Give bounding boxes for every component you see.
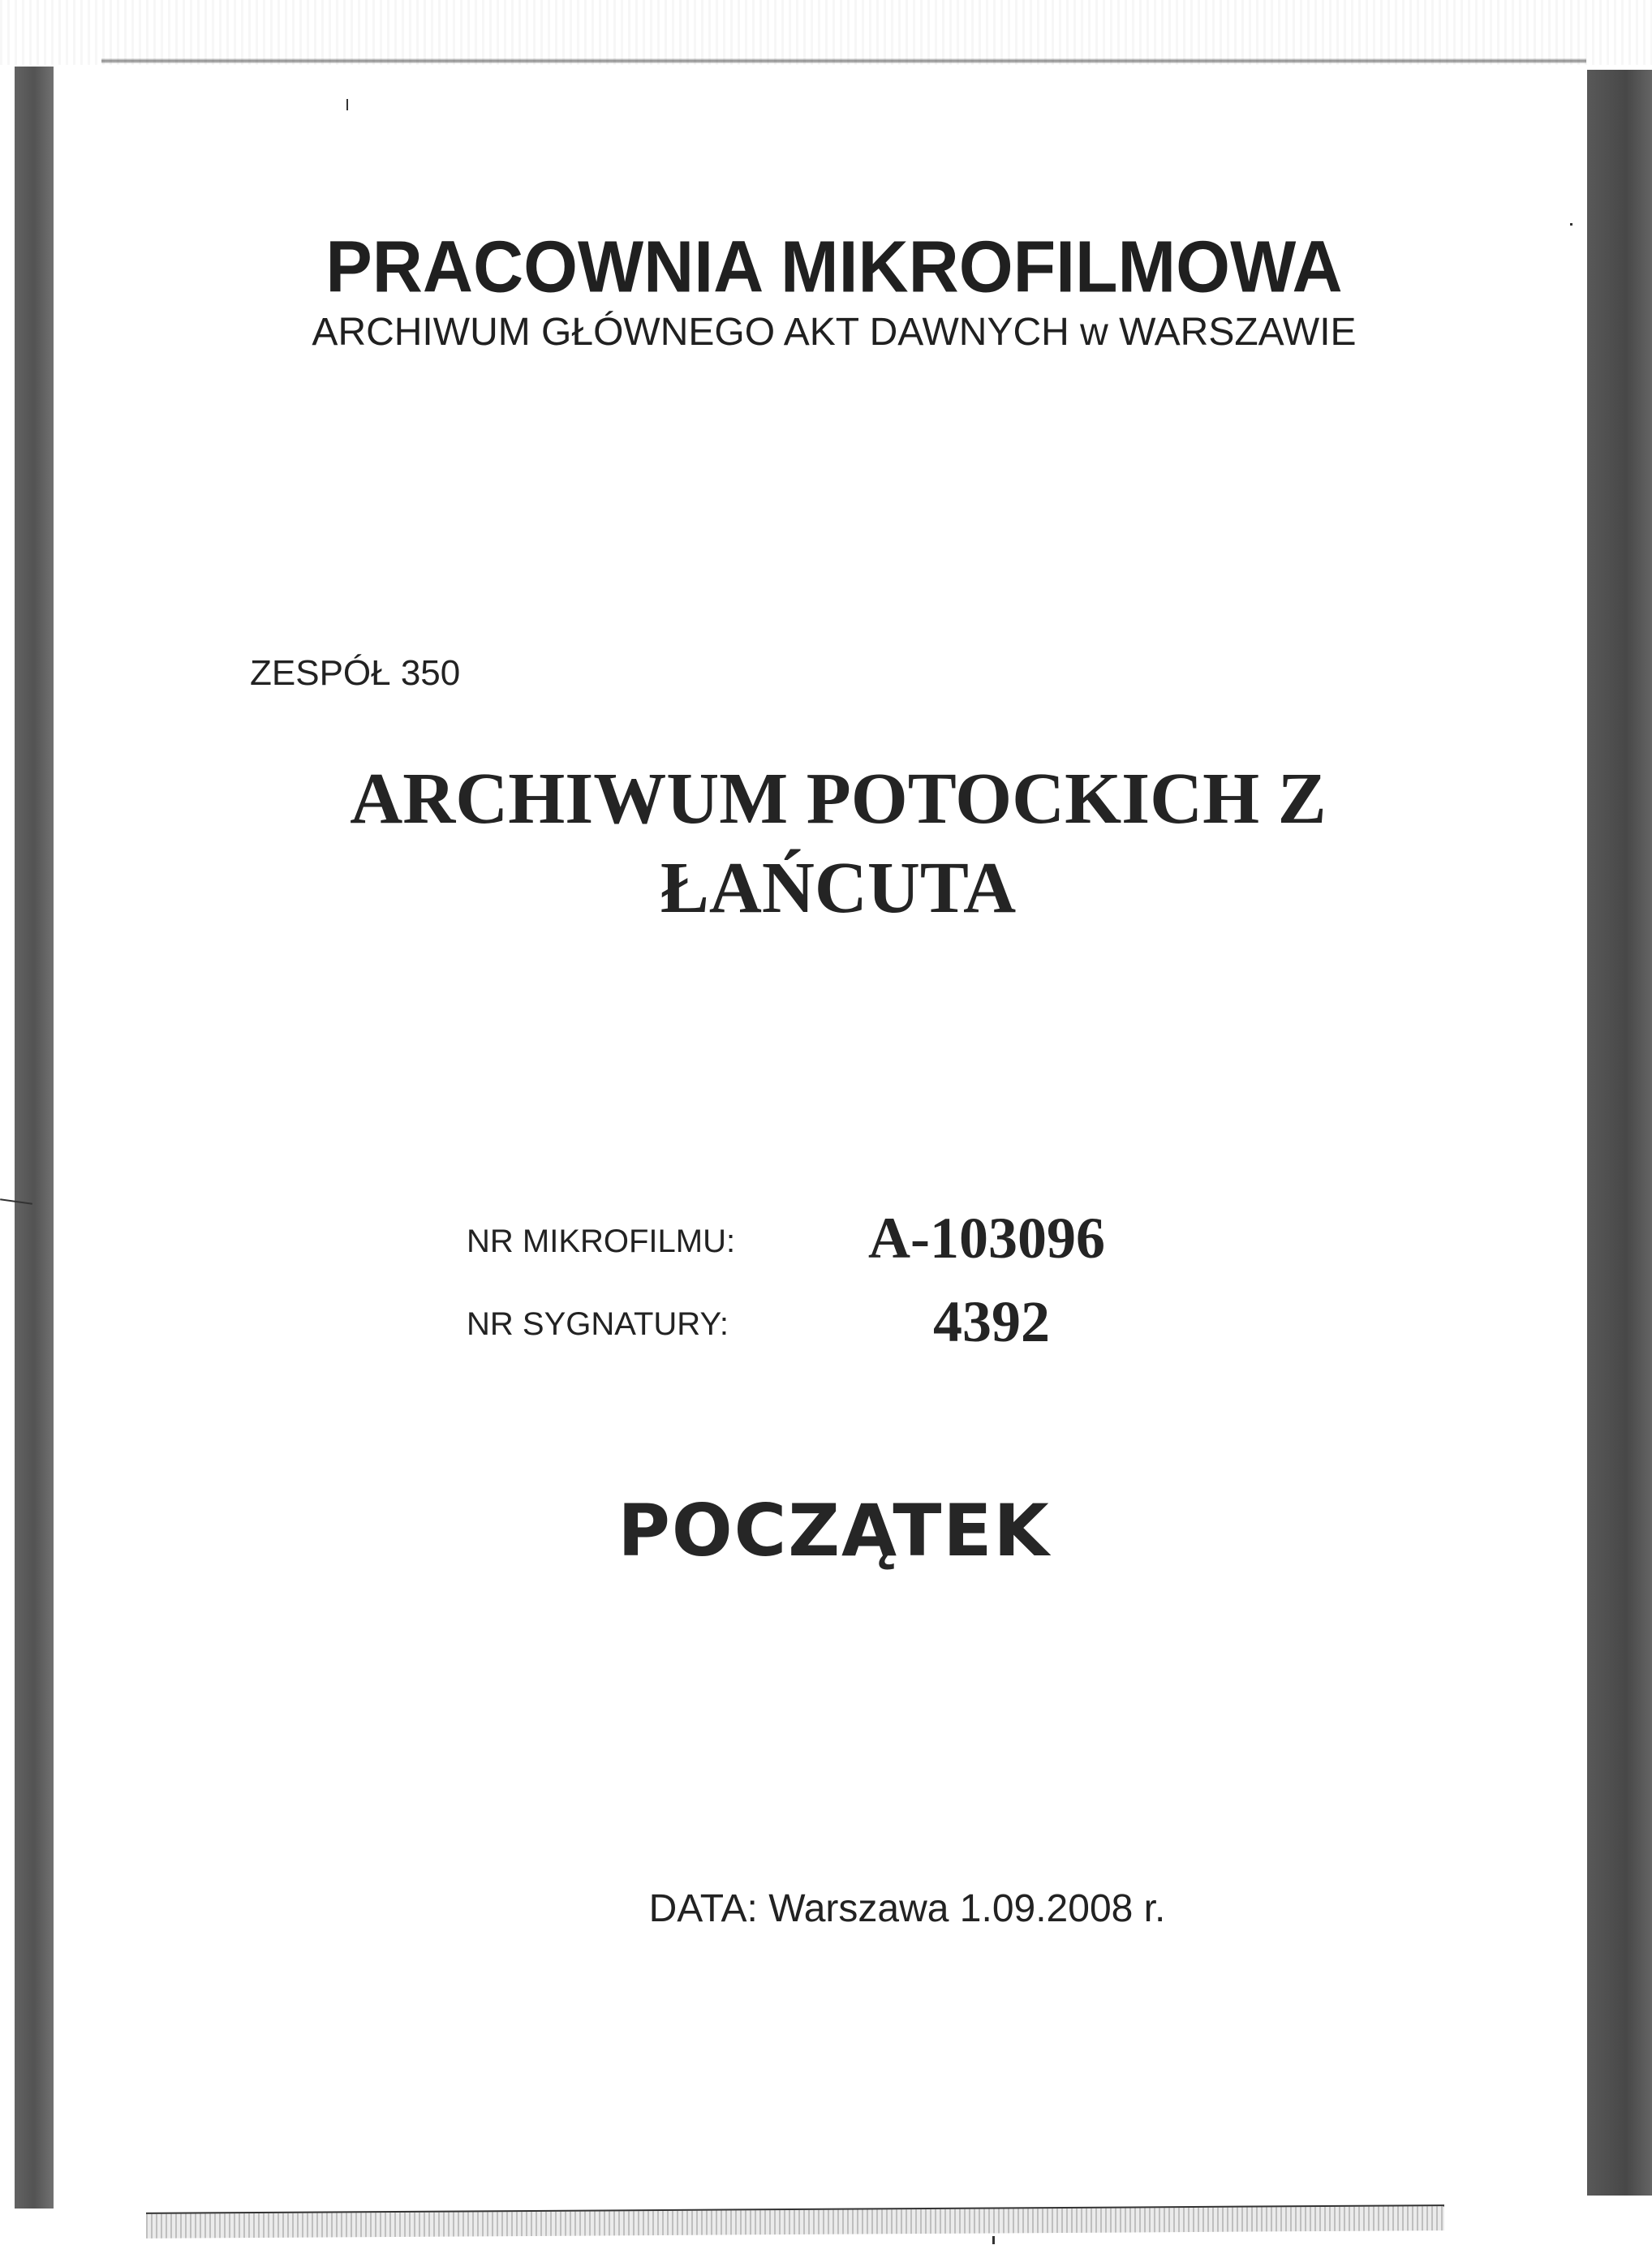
scan-noise-top: [0, 0, 1652, 65]
date-line: DATA: Warszawa 1.09.2008 r.: [648, 1887, 1166, 1930]
microfilm-number-label: NR MIKROFILMU:: [467, 1224, 736, 1259]
reel-status-heading: POCZĄTEK: [617, 1489, 1051, 1572]
signature-number-value: 4392: [933, 1289, 1050, 1354]
fond-number: ZESPÓŁ 350: [250, 653, 461, 693]
signature-number-label: NR SYGNATURY:: [467, 1306, 729, 1342]
archive-name: ARCHIWUM GŁÓWNEGO AKT DAWNYCH w WARSZAWIE: [312, 311, 1357, 354]
film-edge-right: [1587, 70, 1652, 2196]
scan-edge-bottom: [146, 2204, 1444, 2239]
scan-speck: [346, 99, 348, 110]
film-edge-left: [15, 67, 54, 2209]
microfilm-number-value: A-103096: [868, 1206, 1105, 1271]
fond-title-line-1: ARCHIWUM POTOCKICH Z: [350, 759, 1327, 839]
fond-title-line-2: ŁAŃCUTA: [660, 848, 1017, 928]
lab-title: PRACOWNIA MIKROFILMOWA: [325, 226, 1343, 308]
scan-edge-top: [101, 58, 1586, 63]
scan-speck: [992, 2236, 995, 2244]
scan-speck: [1570, 223, 1572, 226]
